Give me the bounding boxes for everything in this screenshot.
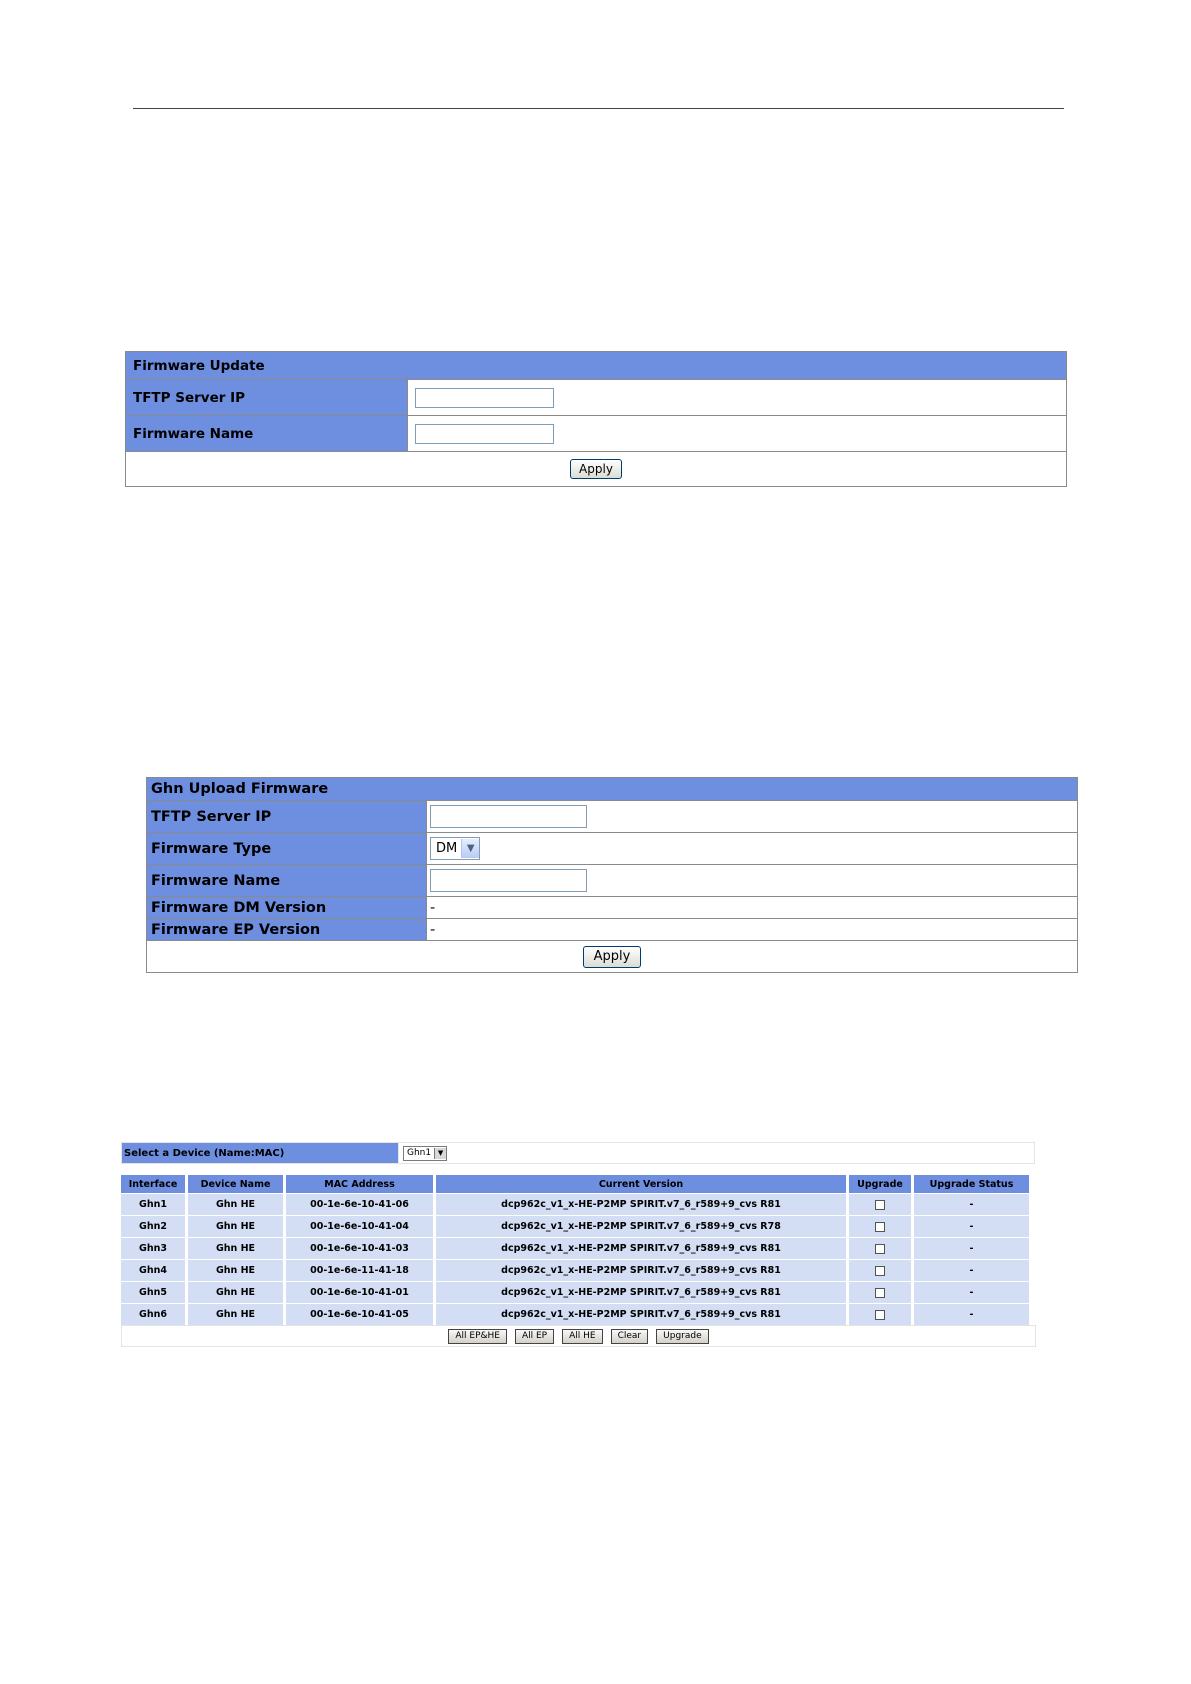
device-select-value: Ghn1 bbox=[407, 1148, 432, 1158]
devices-table bbox=[118, 1174, 1032, 1326]
cell-upgrade bbox=[849, 1238, 911, 1259]
firmware-type-label: Firmware Type bbox=[147, 833, 427, 865]
cell-interface: Ghn2 bbox=[121, 1216, 185, 1237]
cell-current-version: dcp962c_v1_x-HE-P2MP SPIRIT.v7_6_r589+9_cvs R81 bbox=[436, 1238, 846, 1259]
device-select-label: Select a Device (Name:MAC) bbox=[122, 1143, 399, 1164]
cell-interface: Ghn4 bbox=[121, 1260, 185, 1281]
page-header-rule bbox=[133, 108, 1064, 109]
cell-upgrade-status: - bbox=[914, 1238, 1029, 1259]
firmware-ep-version-label: Firmware EP Version bbox=[147, 919, 427, 941]
col-device-name: Device Name bbox=[188, 1175, 283, 1193]
table-row bbox=[121, 1260, 1029, 1281]
tftp-server-ip-input[interactable] bbox=[415, 388, 554, 408]
chevron-down-icon: ▼ bbox=[461, 839, 479, 858]
firmware-dm-version-label: Firmware DM Version bbox=[147, 897, 427, 919]
all-ep-button[interactable]: All EP bbox=[515, 1329, 554, 1344]
firmware-update-panel bbox=[125, 351, 1067, 487]
firmware-type-select[interactable] bbox=[430, 837, 480, 860]
tftp-server-ip-label: TFTP Server IP bbox=[126, 380, 408, 416]
cell-interface: Ghn6 bbox=[121, 1304, 185, 1325]
cell-current-version: dcp962c_v1_x-HE-P2MP SPIRIT.v7_6_r589+9_cvs R78 bbox=[436, 1216, 846, 1237]
cell-interface: Ghn5 bbox=[121, 1282, 185, 1303]
ghn-upload-apply-button[interactable]: Apply bbox=[583, 946, 642, 968]
firmware-name-input[interactable] bbox=[415, 424, 554, 444]
device-select-dropdown[interactable] bbox=[403, 1146, 447, 1161]
cell-upgrade bbox=[849, 1282, 911, 1303]
col-interface: Interface bbox=[121, 1175, 185, 1193]
col-mac-address: MAC Address bbox=[286, 1175, 433, 1193]
ghn-upload-firmware-panel bbox=[146, 777, 1078, 973]
cell-current-version: dcp962c_v1_x-HE-P2MP SPIRIT.v7_6_r589+9_cvs R81 bbox=[436, 1304, 846, 1325]
cell-mac-address: 00-1e-6e-10-41-05 bbox=[286, 1304, 433, 1325]
cell-current-version: dcp962c_v1_x-HE-P2MP SPIRIT.v7_6_r589+9_cvs R81 bbox=[436, 1194, 846, 1215]
cell-upgrade bbox=[849, 1216, 911, 1237]
cell-upgrade-status: - bbox=[914, 1260, 1029, 1281]
devices-table-header bbox=[121, 1175, 1029, 1193]
table-row bbox=[121, 1194, 1029, 1215]
clear-button[interactable]: Clear bbox=[611, 1329, 649, 1344]
cell-device-name: Ghn HE bbox=[188, 1238, 283, 1259]
firmware-update-title: Firmware Update bbox=[126, 352, 1067, 380]
cell-current-version: dcp962c_v1_x-HE-P2MP SPIRIT.v7_6_r589+9_cvs R81 bbox=[436, 1260, 846, 1281]
upgrade-checkbox[interactable] bbox=[875, 1288, 885, 1298]
cell-device-name: Ghn HE bbox=[188, 1260, 283, 1281]
ghn-tftp-server-ip-label: TFTP Server IP bbox=[147, 801, 427, 833]
upgrade-checkbox[interactable] bbox=[875, 1200, 885, 1210]
firmware-name-label: Firmware Name bbox=[126, 416, 408, 452]
cell-upgrade-status: - bbox=[914, 1304, 1029, 1325]
cell-upgrade bbox=[849, 1194, 911, 1215]
cell-device-name: Ghn HE bbox=[188, 1216, 283, 1237]
firmware-type-value: DM bbox=[436, 841, 458, 856]
cell-mac-address: 00-1e-6e-10-41-06 bbox=[286, 1194, 433, 1215]
cell-upgrade-status: - bbox=[914, 1194, 1029, 1215]
firmware-update-apply-button[interactable]: Apply bbox=[570, 459, 622, 479]
upgrade-button[interactable]: Upgrade bbox=[656, 1329, 708, 1344]
ghn-firmware-name-label: Firmware Name bbox=[147, 865, 427, 897]
table-row bbox=[121, 1238, 1029, 1259]
all-ep-he-button[interactable]: All EP&HE bbox=[448, 1329, 507, 1344]
ghn-upload-title: Ghn Upload Firmware bbox=[147, 778, 1078, 801]
table-row bbox=[121, 1282, 1029, 1303]
cell-upgrade-status: - bbox=[914, 1282, 1029, 1303]
devices-button-bar bbox=[121, 1325, 1036, 1347]
device-select-row bbox=[121, 1142, 1035, 1164]
cell-interface: Ghn1 bbox=[121, 1194, 185, 1215]
cell-upgrade-status: - bbox=[914, 1216, 1029, 1237]
ghn-tftp-server-ip-input[interactable] bbox=[430, 805, 587, 828]
upgrade-checkbox[interactable] bbox=[875, 1244, 885, 1254]
all-he-button[interactable]: All HE bbox=[562, 1329, 602, 1344]
cell-interface: Ghn3 bbox=[121, 1238, 185, 1259]
cell-device-name: Ghn HE bbox=[188, 1282, 283, 1303]
cell-mac-address: 00-1e-6e-10-41-03 bbox=[286, 1238, 433, 1259]
col-current-version: Current Version bbox=[436, 1175, 846, 1193]
firmware-dm-version-value: - bbox=[427, 897, 1078, 919]
col-upgrade: Upgrade bbox=[849, 1175, 911, 1193]
cell-mac-address: 00-1e-6e-10-41-04 bbox=[286, 1216, 433, 1237]
cell-upgrade bbox=[849, 1304, 911, 1325]
cell-current-version: dcp962c_v1_x-HE-P2MP SPIRIT.v7_6_r589+9_cvs R81 bbox=[436, 1282, 846, 1303]
cell-mac-address: 00-1e-6e-11-41-18 bbox=[286, 1260, 433, 1281]
cell-upgrade bbox=[849, 1260, 911, 1281]
cell-device-name: Ghn HE bbox=[188, 1194, 283, 1215]
col-upgrade-status: Upgrade Status bbox=[914, 1175, 1029, 1193]
firmware-ep-version-value: - bbox=[427, 919, 1078, 941]
cell-device-name: Ghn HE bbox=[188, 1304, 283, 1325]
table-row bbox=[121, 1216, 1029, 1237]
cell-mac-address: 00-1e-6e-10-41-01 bbox=[286, 1282, 433, 1303]
ghn-firmware-name-input[interactable] bbox=[430, 869, 587, 892]
upgrade-checkbox[interactable] bbox=[875, 1266, 885, 1276]
upgrade-checkbox[interactable] bbox=[875, 1310, 885, 1320]
chevron-down-icon: ▼ bbox=[434, 1148, 446, 1159]
table-row bbox=[121, 1304, 1029, 1325]
upgrade-checkbox[interactable] bbox=[875, 1222, 885, 1232]
